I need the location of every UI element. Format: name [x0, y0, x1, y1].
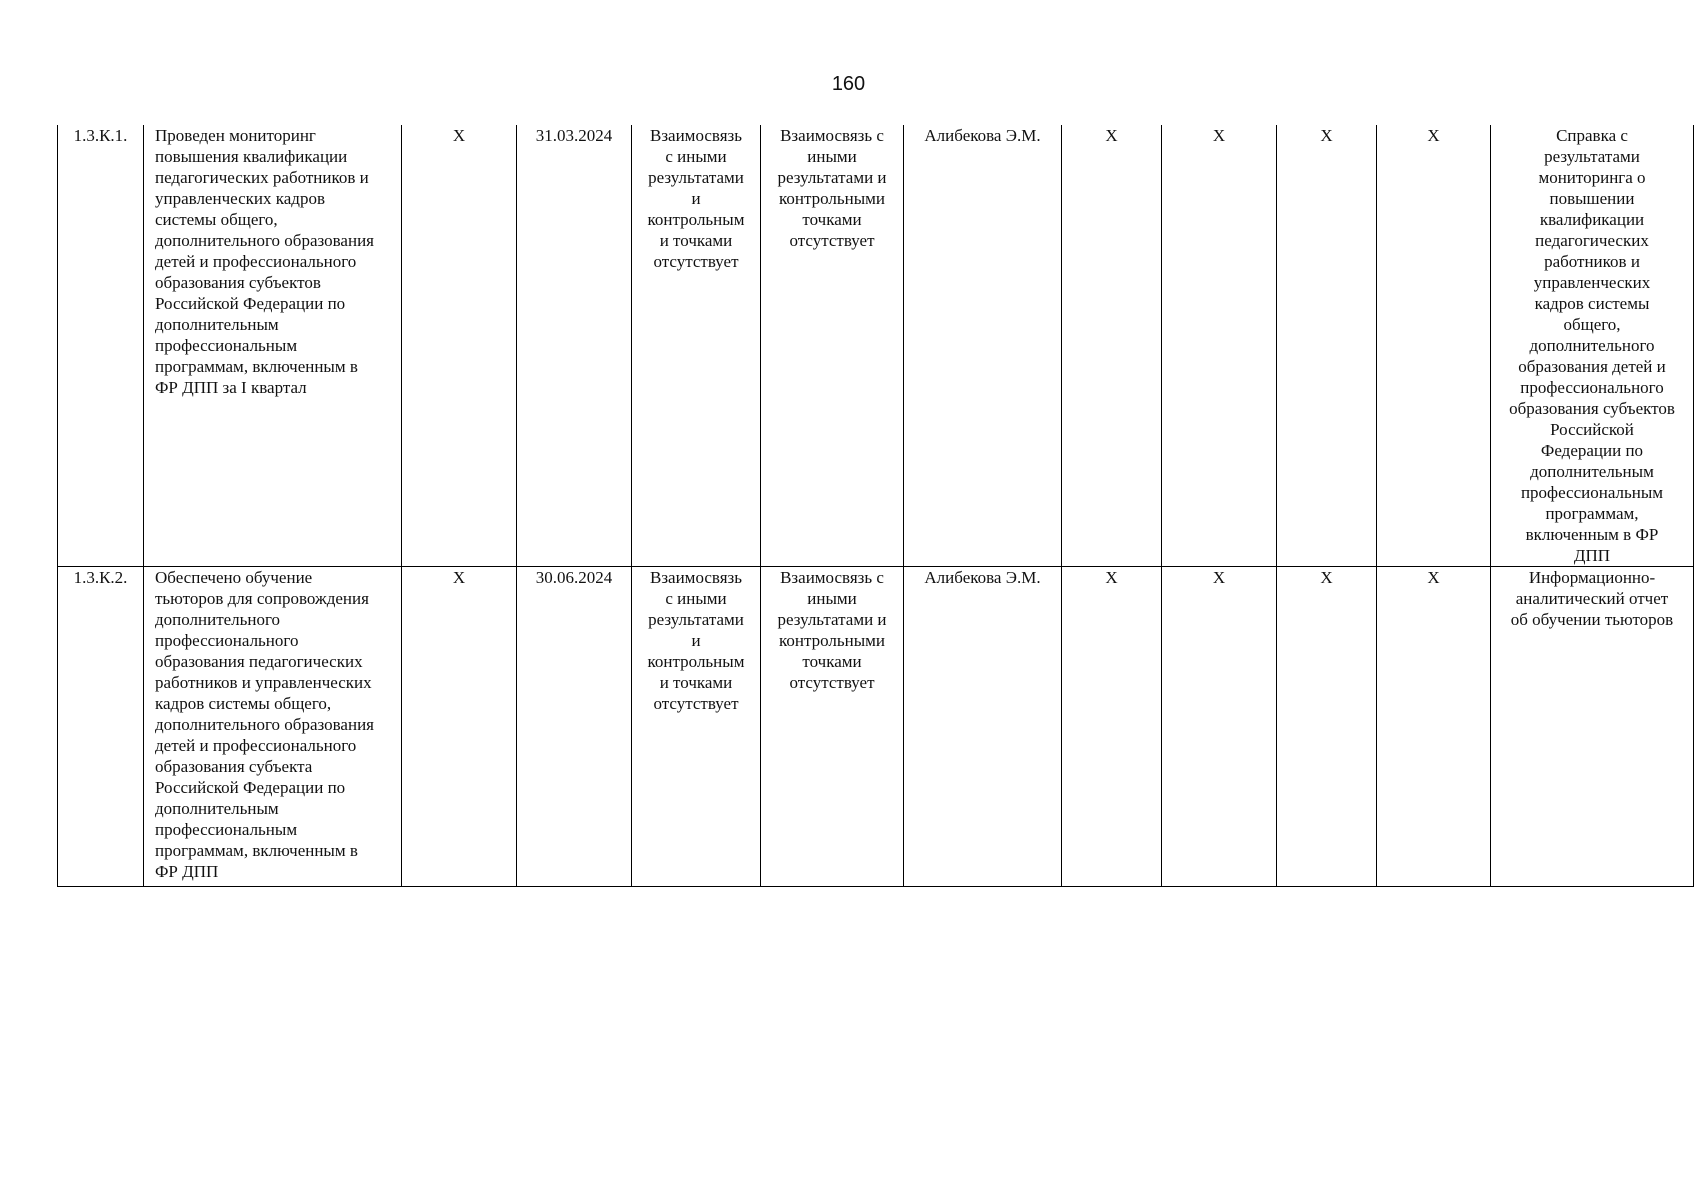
cell-mark: Х	[402, 125, 517, 567]
control-points-table	[57, 125, 1694, 887]
cell-mark: Х	[1162, 125, 1277, 567]
link-next: Взаимосвязь с иными результатами и контрольными точками отсутствует	[761, 567, 904, 887]
due-date: 30.06.2024	[517, 567, 632, 887]
cell-mark: Х	[1062, 125, 1162, 567]
table-row	[58, 125, 1694, 567]
due-date: 31.03.2024	[517, 125, 632, 567]
link-next: Взаимосвязь с иными результатами и контрольными точками отсутствует	[761, 125, 904, 567]
cell-mark: Х	[1277, 567, 1377, 887]
cell-mark: Х	[1377, 125, 1491, 567]
responsible-person: Алибекова Э.М.	[904, 567, 1062, 887]
result-document: Справка с результатами мониторинга о повышении квалификации педагогических работников и управленческих кадров системы общего, дополнительного образования детей и профессионального образования субъектов Российской Федерации по дополнительным профессиональным программам, включенным в ФР ДПП	[1491, 125, 1694, 567]
result-document: Информационно- аналитический отчет об обучении тьюторов	[1491, 567, 1694, 887]
row-number: 1.3.К.2.	[58, 567, 144, 887]
cell-mark: Х	[1277, 125, 1377, 567]
cell-mark: Х	[1377, 567, 1491, 887]
row-number: 1.3.К.1.	[58, 125, 144, 567]
control-point-description: Обеспечено обучение тьюторов для сопровождения дополнительного профессионального образования педагогических работников и управленческих кадров системы общего, дополнительного образования детей и профессионального образования субъекта Российской Федерации по дополнительным профессиональным программам, включенным в ФР ДПП	[144, 567, 402, 887]
link-previous: Взаимосвязь с иными результатами и контрольным и точками отсутствует	[632, 567, 761, 887]
cell-mark: Х	[1162, 567, 1277, 887]
link-previous: Взаимосвязь с иными результатами и контрольным и точками отсутствует	[632, 125, 761, 567]
cell-mark: Х	[1062, 567, 1162, 887]
control-point-description: Проведен мониторинг повышения квалификации педагогических работников и управленческих кадров системы общего, дополнительного образования детей и профессионального образования субъектов Российской Федерации по дополнительным профессиональным программам, включенным в ФР ДПП за I квартал	[144, 125, 402, 567]
table-row	[58, 567, 1694, 887]
cell-mark: Х	[402, 567, 517, 887]
responsible-person: Алибекова Э.М.	[904, 125, 1062, 567]
page-number: 160	[831, 73, 866, 95]
